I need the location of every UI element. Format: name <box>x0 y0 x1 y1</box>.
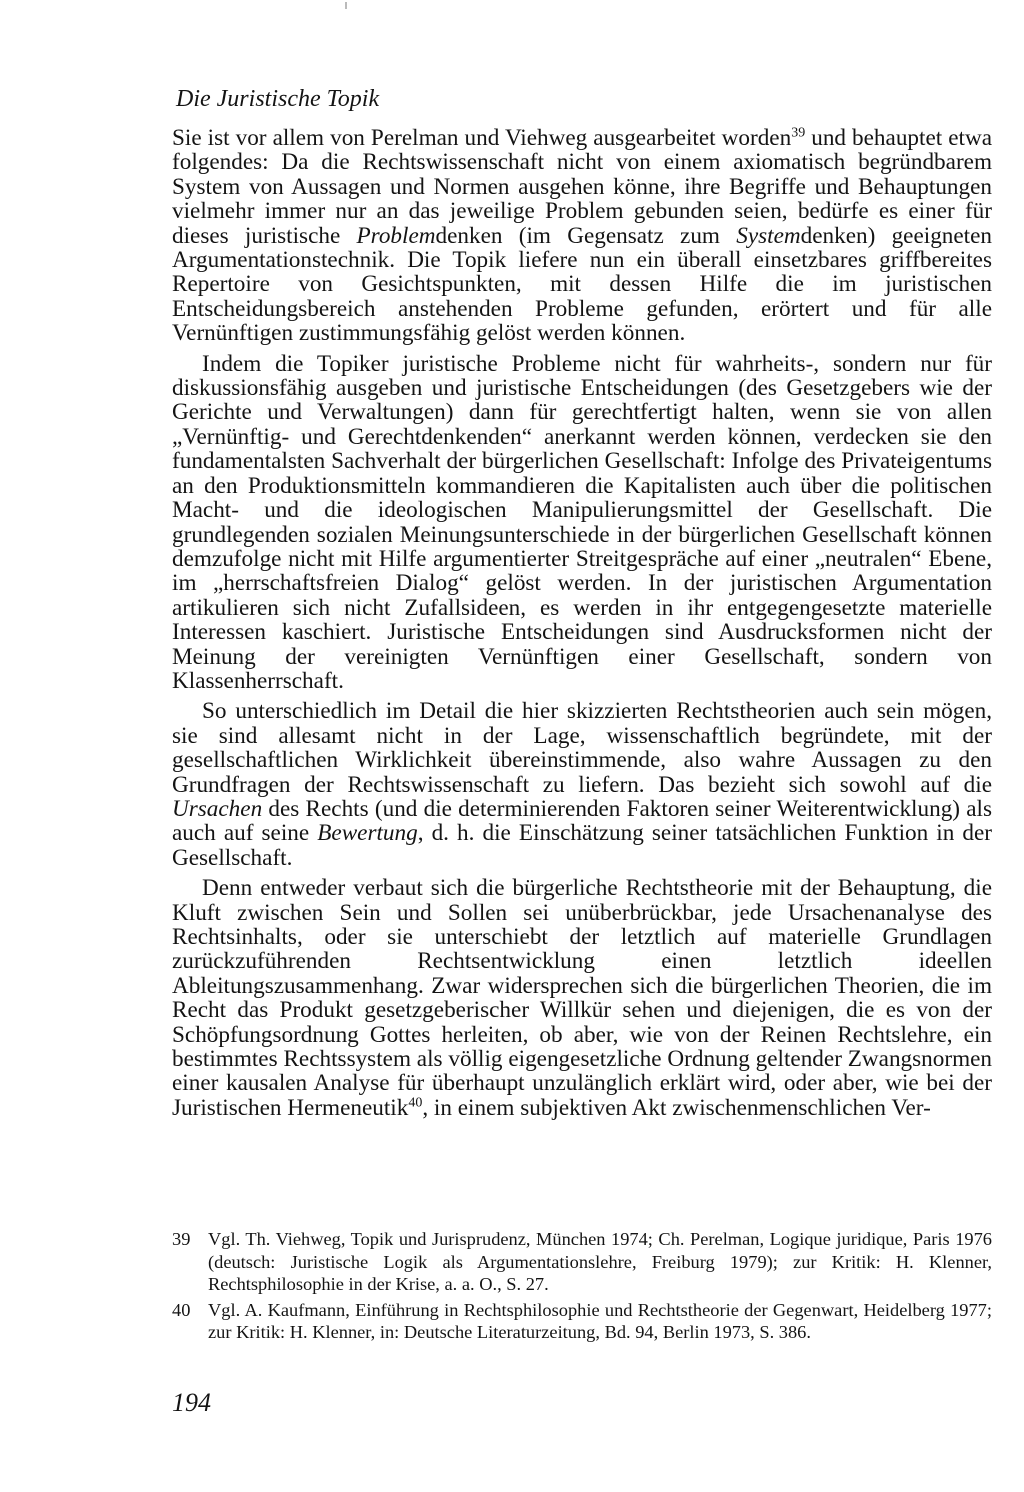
paragraph-1-part-a: Sie ist vor allem von Perelman und Viehweg ausgearbeitet worden <box>172 125 792 151</box>
paragraph-4-part-a: Denn entweder verbaut sich die bürgerliche Rechtstheorie mit der Behauptung, die Kluft zwischen Sein und Sollen sei unüberbrückbar, jede Ursachenanalyse des Rechtsinhalts, oder sie unterschiebt der letztlich auf materielle Grundlagen zurückzuführenden Rechtsentwicklung einen letztlich ideellen Ableitungszusammenhang. Zwar widersprechen sich die bürgerlichen Theorien, die im Recht das Produkt gesetzgeberischer Willkür sehen und diejenigen, die es von der Schöpfungsordnung Gottes herleiten, ob aber, wie von der Reinen Rechtslehre, ein bestimmtes Rechtssystem als völlig eigengesetzliche Ordnung geltender Zwangsnormen einer kausalen Analyse für überhaupt unzulänglich erklärt wird, oder aber, wie bei der Juristischen Hermeneutik <box>172 875 992 1121</box>
scan-speck <box>345 2 347 9</box>
footnote-text: Vgl. A. Kaufmann, Einführung in Rechtsphilosophie und Rechtstheorie der Gegenwart, Heidelberg 1977; zur Kritik: H. Klenner, in: Deutsche Literaturzeitung, Bd. 94, Berlin 1973, S. 386. <box>208 1299 992 1342</box>
emphasis-ursachen: Ursachen <box>172 795 263 822</box>
paragraph-1-part-d: denken) geeigneten Argumentationstechnik. Die Topik liefere nun ein überall einsetzbares griffbereites Repertoire von Gesichtspunkten, mit dessen Hilfe die im juristischen Entscheidungsbereich anstehenden Probleme gefunden, erörtert und für alle Vernünftigen zustimmungsfähig gelöst werden können. <box>172 222 992 347</box>
emphasis-bewertung: Bewertung <box>317 820 418 847</box>
footnote-number: 40 <box>172 1299 191 1320</box>
paragraph-2: Indem die Topiker juristische Probleme nicht für wahrheits-, sondern nur für diskussionsfähig ausgeben und juristische Entscheidungen (des Gesetzgebers wie der Gerichte und Verwaltungen) dann für gerechtfertigt halten, wenn sie von allen „Vernünftig- und Gerechtdenkenden“ anerkannt werden können, verdecken sie den fundamentalsten Sachverhalt der bürgerlichen Gesellschaft: Infolge des Privateigentums an den Produktionsmitteln kommandieren die Kapitalisten auch über die politischen Macht- und die ideologischen Manipulierungsmittel der Gesellschaft. Die grundlegenden sozialen Meinungsunterschiede in der bürgerlichen Gesellschaft können demzufolge nicht mit Hilfe argumentierter Streitgespräche auf einer „neutralen“ Ebene, im „herrschaftsfreien Dialog“ gelöst werden. In der juristischen Argumentation artikulieren sich nicht Zufallsideen, es werden in ihr entgegengesetzte materielle Interessen kaschiert. Juristische Entscheidungen sind Ausdrucksformen nicht der Meinung der vereinigten Vernünftigen einer Gesellschaft, sondern von Klassenherrschaft. <box>172 350 992 694</box>
footnote-ref-39[interactable]: 39 <box>791 125 806 141</box>
emphasis-problem: Problem <box>356 222 436 249</box>
paragraph-4-part-b: , in einem subjektiven Akt zwischenmenschlichen Ver- <box>422 1094 931 1121</box>
paragraph-3-part-a: So unterschiedlich im Detail die hier skizzierten Rechtstheorien auch sein mögen, sie sind allesamt nicht in der Lage, wissenschaftlich begründete, mit der gesellschaftlichen Wirklichkeit übereinstimmende, also wahre Aussagen zu den Grundfragen der Rechtswissenschaft zu liefern. Das bezieht sich sowohl auf die <box>172 698 992 798</box>
body-text <box>172 126 992 1120</box>
paragraph-1-part-c: denken (im Gegensatz zum <box>435 222 737 249</box>
footnote-text: Vgl. Th. Viehweg, Topik und Jurisprudenz, München 1974; Ch. Perelman, Logique juridique, Paris 1976 (deutsch: Juristische Logik als Argumentationslehre, Freiburg 1979); zur Kritik: H. Klenner, Rechtsphilosophie in der Krise, a. a. O., S. 27. <box>208 1229 992 1294</box>
footnote-number: 39 <box>172 1229 191 1249</box>
section-heading: Die Juristische Topik <box>176 86 380 112</box>
footnotes <box>172 1228 992 1344</box>
page-number: 194 <box>172 1388 211 1417</box>
footnote-39 <box>172 1228 992 1296</box>
paragraph-1 <box>172 126 992 346</box>
footnote-40 <box>172 1299 992 1344</box>
emphasis-system: System <box>736 222 801 249</box>
footnote-ref-40[interactable]: 40 <box>408 1095 423 1111</box>
paragraph-1-part-b: und behauptet etwa folgendes: Da die Rechtswissenschaft nicht von einem axiomatisch begründbarem System von Aussagen und Normen ausgehen könne, ihre Begriffe und Behauptungen vielmehr immer nur an das jeweilige Problem gebunden seien, bedürfe es einer für dieses juristische <box>172 125 992 249</box>
paragraph-4 <box>172 876 992 1120</box>
paragraph-3-part-b: des Rechts (und die determinierenden Faktoren seiner Weiterentwicklung) als auch auf seine <box>172 795 992 847</box>
paragraph-3-part-c: , d. h. die Einschätzung seiner tatsächlichen Funktion in der Gesellschaft. <box>172 820 992 871</box>
paragraph-3 <box>172 699 992 870</box>
